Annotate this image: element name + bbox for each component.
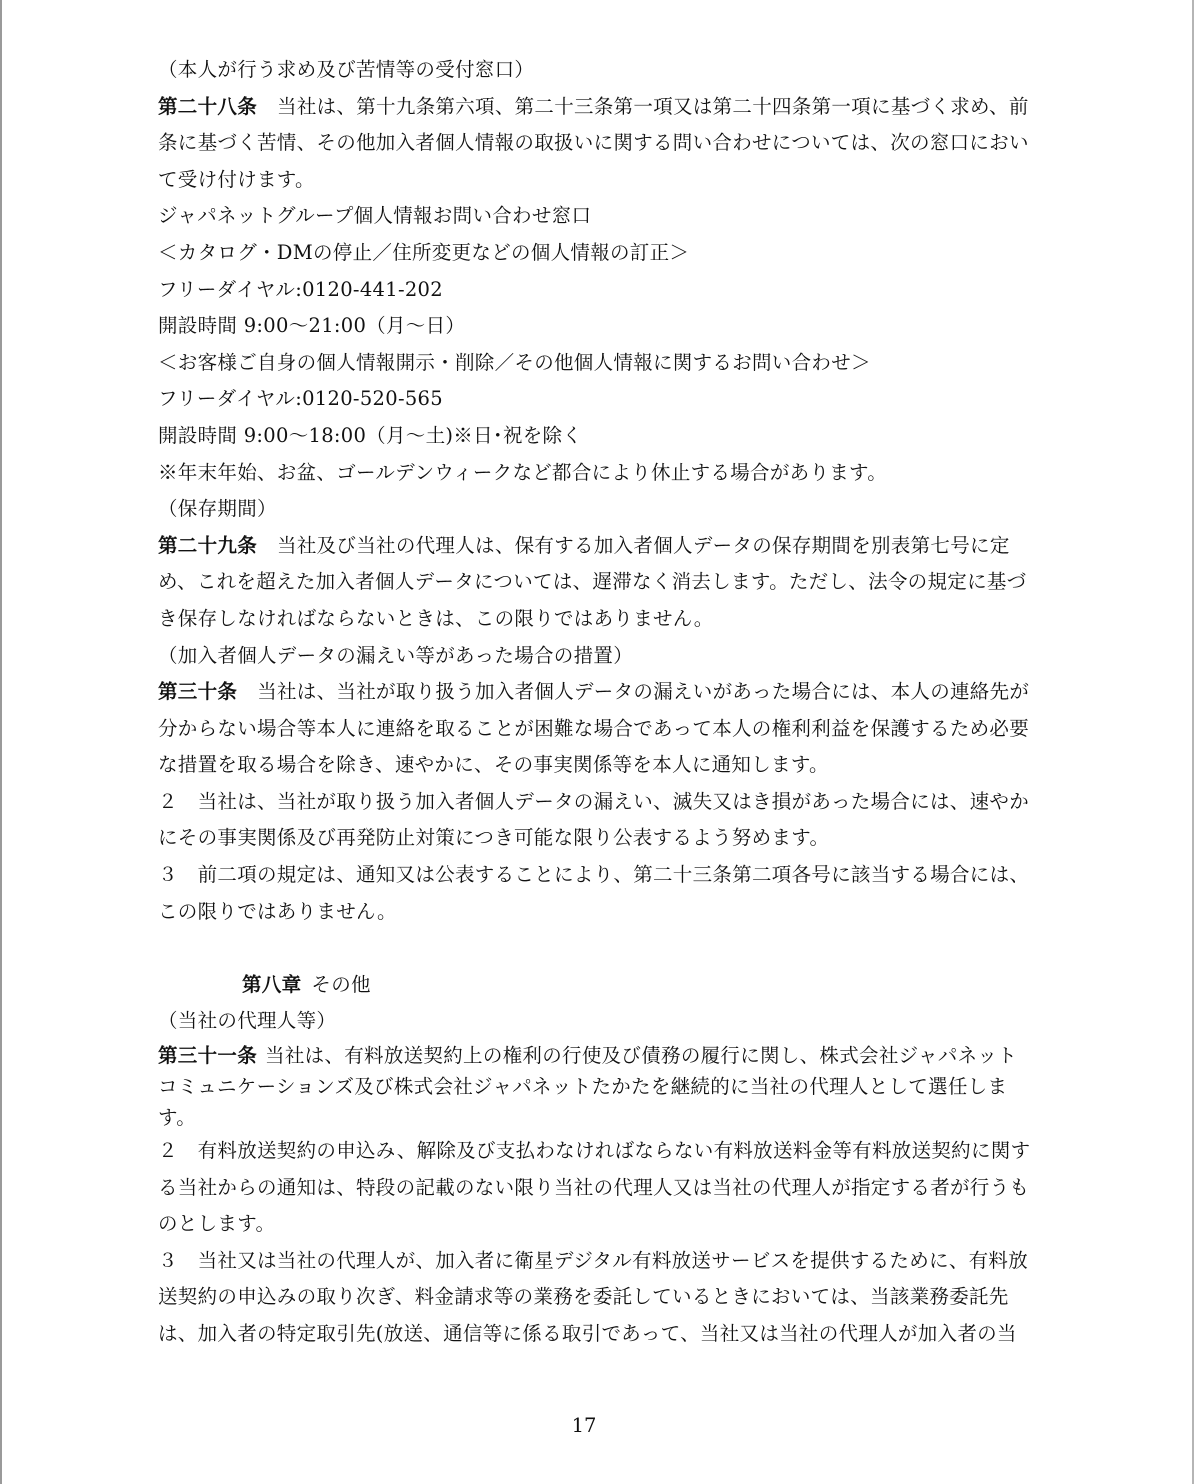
blank-line — [158, 930, 1093, 967]
text-line: この限りではありません。 — [158, 899, 397, 923]
document-body — [158, 52, 1093, 1353]
holiday-note: ※年末年始、お盆、ゴールデンウィークなど都合により休止する場合があります。 — [158, 460, 888, 484]
contact-window-name: ジャパネットグループ個人情報お問い合わせ窓口 — [158, 204, 592, 228]
text-line: め、これを超えた加入者個人データについては、遅滞なく消去します。ただし、法令の規定に基づ — [158, 570, 1027, 594]
contact-catalog-heading: ＜カタログ・DMの停止／住所変更などの個人情報の訂正＞ — [158, 240, 690, 264]
article-30-paragraph-2: ２ 当社は、当社が取り扱う加入者個人データの漏えい、滅失又はき損があった場合には、速やか — [158, 789, 1030, 813]
text-line: て受け付けます。 — [158, 167, 315, 191]
text-line: コミュニケーションズ及び株式会社ジャパネットたかたを継続的に当社の代理人として選任しま — [158, 1075, 1008, 1099]
article-30-paragraph-3: ３ 前二項の規定は、通知又は公表することにより、第二十三条第二項各号に該当する場合には、 — [158, 863, 1030, 887]
text-line: る当社からの通知は、特段の記載のない限り当社の代理人又は当社の代理人が指定する者が行うも — [158, 1175, 1030, 1199]
chapter-heading — [158, 967, 1093, 1004]
article-28-text: 当社は、第十九条第六項、第二十三条第一項又は第二十四条第一項に基づく求め、前 — [277, 94, 1029, 118]
page-left-border — [0, 0, 2, 1484]
article-31-number: 第三十一条 — [158, 1044, 258, 1068]
article-31-text: 当社は、有料放送契約上の権利の行使及び債務の履行に関し、株式会社ジャパネット — [265, 1044, 1018, 1068]
article-31-paragraph-2: ２ 有料放送契約の申込み、解除及び支払わなければならない有料放送料金等有料放送契約に関す — [158, 1139, 1031, 1163]
article-29-first-line — [158, 528, 1093, 565]
article-30-text: 当社は、当社が取り扱う加入者個人データの漏えいがあった場合には、本人の連絡先が — [257, 680, 1030, 704]
text-line: は、加入者の特定取引先(放送、通信等に係る取引であって、当社又は当社の代理人が加入者の当 — [158, 1322, 1017, 1345]
chapter-title: その他 — [311, 972, 371, 996]
text-line: き保存しなければならないときは、この限りではありません。 — [158, 606, 714, 630]
contact-disclosure-heading: ＜お客様ご自身の個人情報開示・削除／その他個人情報に関するお問い合わせ＞ — [158, 350, 871, 374]
article-28-first-line — [158, 89, 1093, 126]
free-dial-2: フリーダイヤル:0120-520-565 — [158, 387, 443, 411]
heading-retention-period: （保存期間） — [158, 497, 277, 521]
opening-hours-1: 開設時間 9:00～21:00（月～日） — [158, 314, 466, 338]
article-30-number: 第三十条 — [158, 680, 238, 704]
article-28-number: 第二十八条 — [158, 94, 258, 118]
heading-agent: （当社の代理人等） — [158, 1009, 337, 1033]
free-dial-1: フリーダイヤル:0120-441-202 — [158, 277, 443, 301]
article-30-first-line — [158, 674, 1093, 711]
text-line: な措置を取る場合を除き、速やかに、その事実関係等を本人に通知します。 — [158, 753, 829, 777]
article-31-paragraph-3: ３ 当社又は当社の代理人が、加入者に衛星デジタル有料放送サービスを提供するために、有料放 — [158, 1248, 1029, 1272]
text-line: す。 — [158, 1106, 197, 1130]
article-29-number: 第二十九条 — [158, 533, 258, 557]
article-31-first-line — [158, 1040, 1093, 1071]
text-line: のとします。 — [158, 1212, 276, 1236]
text-line: 分からない場合等本人に連絡を取ることが困難な場合であって本人の権利利益を保護するため必要 — [158, 716, 1030, 740]
page-number: 17 — [571, 1414, 597, 1437]
opening-hours-2: 開設時間 9:00～18:00（月～土)※日･祝を除く — [158, 423, 583, 447]
text-line: 送契約の申込みの取り次ぎ、料金請求等の業務を委託しているときにおいては、当該業務委託先 — [158, 1285, 1009, 1309]
article-29-text: 当社及び当社の代理人は、保有する加入者個人データの保存期間を別表第七号に定 — [277, 533, 1010, 557]
heading-reception-window: （本人が行う求め及び苦情等の受付窓口） — [158, 58, 535, 81]
chapter-number: 第八章 — [242, 972, 302, 996]
text-line: 条に基づく苦情、その他加入者個人情報の取扱いに関する問い合わせについては、次の窓口におい — [158, 131, 1029, 155]
text-line: にその事実関係及び再発防止対策につき可能な限り公表するよう努めます。 — [158, 826, 830, 850]
heading-leak-measures: （加入者個人データの漏えい等があった場合の措置） — [158, 643, 634, 667]
